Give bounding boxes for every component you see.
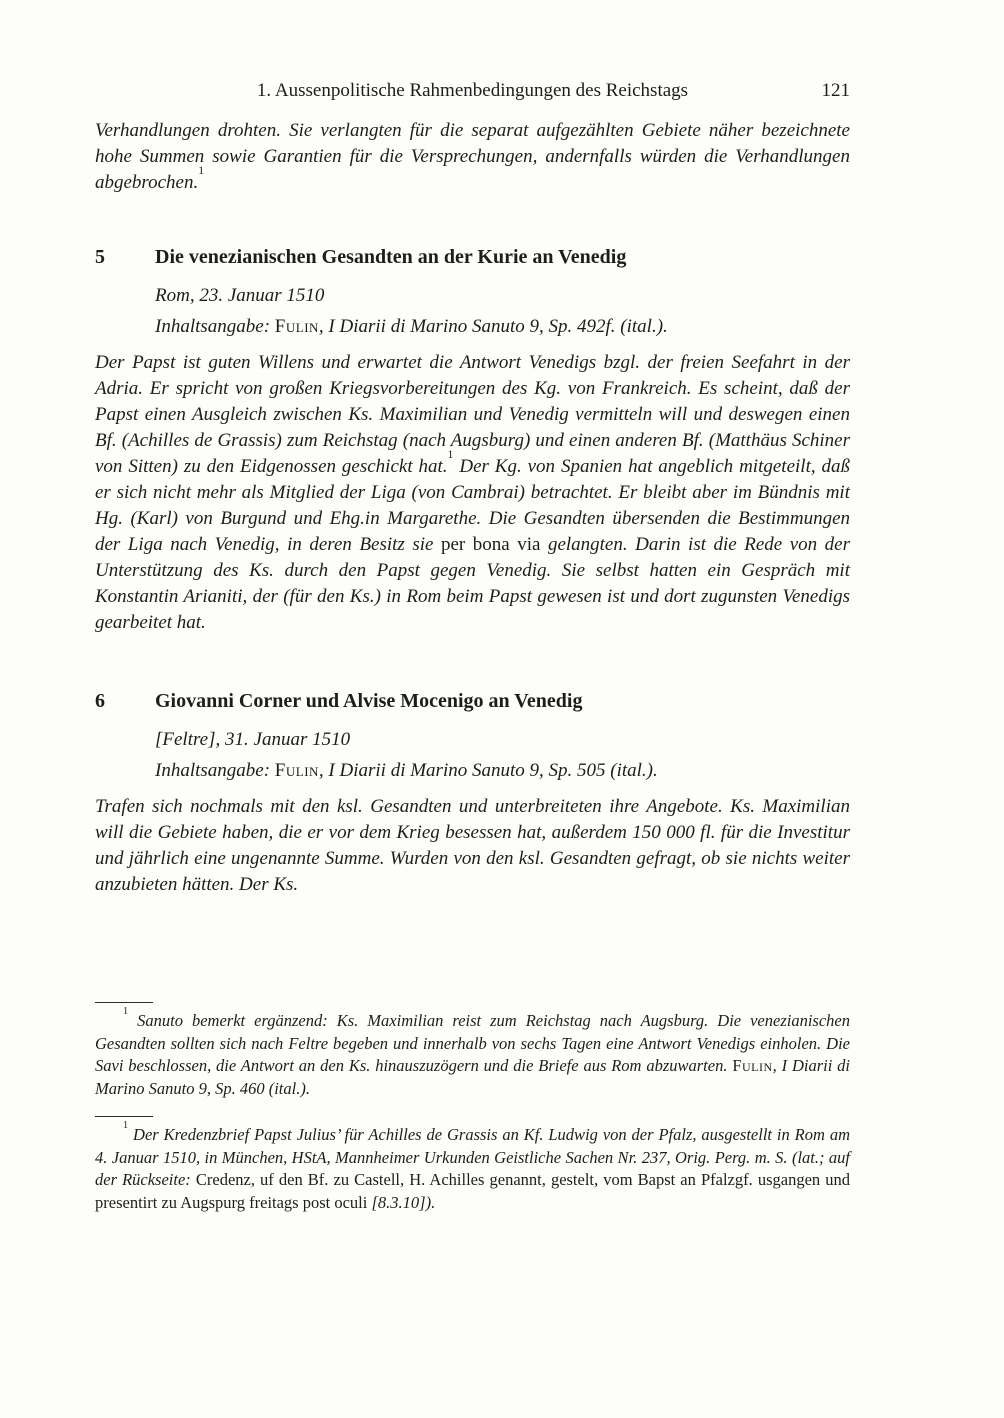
body-text: Der Papst ist guten Willens und erwartet die Antwort Venedigs bzgl. der freien Seefahrt in der Adria. Er spricht von großen Kriegsvorbereitungen des Kg. von Frankreich. Es scheint, daß der Papst einen Ausgleich zwischen Ks. Maximilian und Venedig vermitteln will und deswegen einen Bf. (Achilles de Grassis) zum Reichstag (nach Augsburg) und einen anderen Bf. (Matthäus Schiner von Sitten) zu den Eidgenossen geschickt hat. xyxy=(95,352,850,477)
section-5-body xyxy=(95,350,850,636)
footnote-marker: 1 xyxy=(123,1119,129,1131)
footnotes-area xyxy=(95,1002,850,1214)
page-number: 121 xyxy=(821,80,850,101)
footnote-1 xyxy=(95,1005,851,1100)
body-text: Der Kg. von Spanien hat angeblich mitgeteilt, daß er sich nicht mehr als Mitglied der Liga (von Cambrai) betrachtet. Er bleibt aber im Bündnis mit Hg. (Karl) von Burgund und Ehg.in Margarethe. Die Gesandten übersenden die Bestimmungen der Liga nach Venedig, in deren Besitz sie xyxy=(95,456,850,555)
body-text-roman-emphasis: per bona via xyxy=(440,534,541,555)
footnote-reference: 1 xyxy=(447,448,454,462)
intro-text: Verhandlungen drohten. Sie verlangten für die separat aufgezählten Gebiete näher bezeichnete hohe Summen sowie Garantien für die Versprechungen, andernfalls würden die Verhandlungen abgebrochen. xyxy=(95,120,850,193)
section-title: Die venezianischen Gesandten an der Kurie an Venedig xyxy=(155,246,627,268)
body-text: Trafen sich nochmals mit den ksl. Gesandten und unterbreiteten ihre Angebote. Ks. Maximilian will die Gebiete haben, die er vor dem Krieg besessen hat, außerdem 150 000 fl. für die Investitur und jährlich eine ungenannte Summe. Wurden von den ksl. Gesandten gefragt, ob sie nichts weiter anzubieten hätten. Der Ks. xyxy=(95,796,850,895)
section-5 xyxy=(95,244,850,636)
running-title: 1. Aussenpolitische Rahmenbedingungen des Reichstags xyxy=(256,80,689,101)
section-6-heading xyxy=(95,688,850,714)
section-5-dateline: Rom, 23. Januar 1510 xyxy=(155,285,325,306)
footnote-2 xyxy=(95,1119,850,1214)
summary-label: Inhaltsangabe: xyxy=(155,316,275,337)
footnote-author: Fulin xyxy=(732,1056,773,1075)
body-text: gelangten. Darin ist die Rede von der Unterstützung des Ks. durch den Papst gegen Venedig. Sie selbst hatten ein Gespräch mit Konstantin Arianiti, der (für den Ks.) in Rom beim Papst gewesen ist und dort zugunsten Venedigs gearbeitet hat. xyxy=(95,534,851,633)
footnote-text: Der Kredenzbrief Papst Julius’ für Achilles de Grassis an Kf. Ludwig von der Pfalz, ausgestellt in Rom am 4. Januar 1510, in München, HStA, Mannheimer Urkunden Geistliche Sachen Nr. 237, Orig. Perg. m. S. (lat.; auf der Rückseite: xyxy=(95,1125,850,1189)
section-5-source-line xyxy=(155,314,850,340)
footnote-reference: 1 xyxy=(198,164,205,178)
summary-author: Fulin xyxy=(274,760,319,781)
section-5-heading xyxy=(95,244,850,270)
summary-source: , I Diarii di Marino Sanuto 9, Sp. 505 (ital.). xyxy=(318,760,658,781)
footnote-text: , I Diarii di Marino Sanuto 9, Sp. 460 (ital.). xyxy=(95,1056,851,1098)
summary-source: , I Diarii di Marino Sanuto 9, Sp. 492f. (ital.). xyxy=(318,316,668,337)
section-number: 6 xyxy=(95,690,105,712)
footnote-marker: 1 xyxy=(123,1005,129,1017)
footnote-divider xyxy=(95,1116,153,1117)
section-6-source-line xyxy=(155,758,850,784)
summary-author: Fulin xyxy=(274,316,319,337)
footnote-quoted-text: Credenz, uf den Bf. zu Castell, H. Achilles genannt, gestelt, vom Bapst an Pfalzgf. usgangen und presentirt zu Augspurg freitags post oculi xyxy=(95,1170,850,1212)
section-6-body xyxy=(95,794,850,898)
section-6 xyxy=(95,688,850,898)
footnote-divider xyxy=(95,1002,153,1003)
footnote-text: Sanuto bemerkt ergänzend: Ks. Maximilian reist zum Reichstag nach Augsburg. Die venezianischen Gesandten sollten sich nach Feltre begeben und innerhalb von sechs Tagen eine Antwort Venedigs einholen. Die Savi beschlossen, die Antwort an den Ks. hinauszuzögern und die Briefe aus Rom abzuwarten. xyxy=(95,1011,850,1075)
summary-label: Inhaltsangabe: xyxy=(155,760,275,781)
footnote-text: [8.3.10]). xyxy=(371,1192,436,1212)
intro-paragraph xyxy=(95,118,850,196)
section-6-dateline: [Feltre], 31. Januar 1510 xyxy=(155,729,351,750)
section-title: Giovanni Corner und Alvise Mocenigo an Venedig xyxy=(155,690,583,712)
section-number: 5 xyxy=(95,246,105,268)
running-head xyxy=(95,78,850,104)
